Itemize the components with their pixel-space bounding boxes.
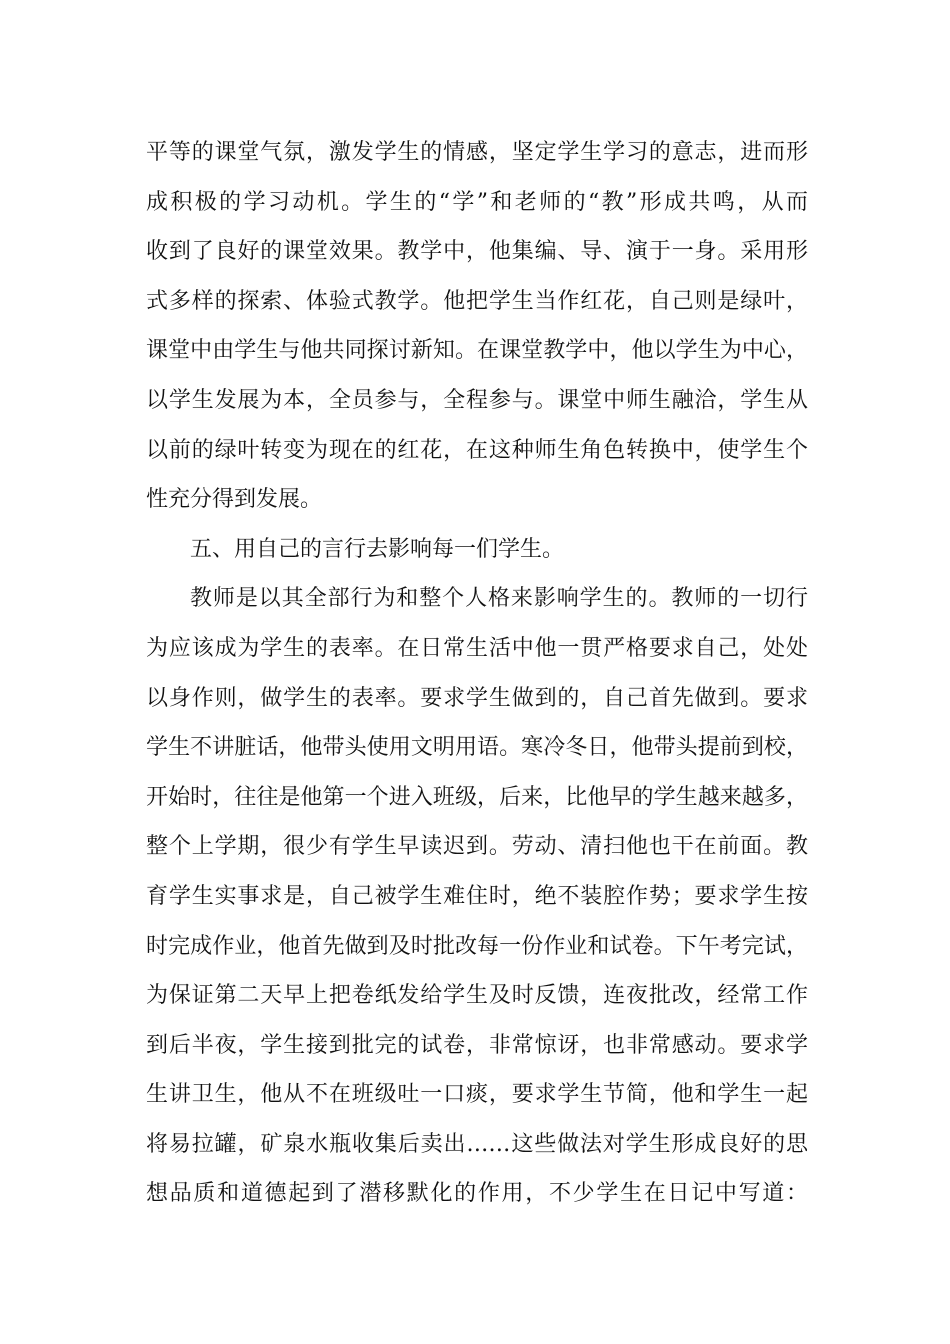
text-line: 以前的绿叶转变为现在的红花，在这种师生角色转换中，使学生个 — [146, 437, 808, 463]
text-line: 为保证第二天早上把卷纸发给学生及时反馈，连夜批改，经常工作 — [146, 983, 808, 1009]
text-line: 育学生实事求是，自己被学生难住时，绝不装腔作势；要求学生按 — [146, 883, 808, 909]
document-body — [146, 128, 808, 1219]
text-line: 开始时，往往是他第一个进入班级，后来，比他早的学生越来越多， — [146, 784, 808, 810]
text-line: 生讲卫生，他从不在班级吐一口痰，要求学生节简，他和学生一起 — [146, 1082, 808, 1108]
text-line: 五、用自己的言行去影响每一们学生。 — [190, 536, 565, 562]
text-line: 整个上学期，很少有学生早读迟到。劳动、清扫他也干在前面。教 — [146, 834, 808, 860]
text-line: 以身作则，做学生的表率。要求学生做到的，自己首先做到。要求 — [146, 685, 808, 711]
text-line: 以学生发展为本，全员参与，全程参与。课堂中师生融洽，学生从 — [146, 387, 808, 413]
text-line: 想品质和道德起到了潜移默化的作用，不少学生在日记中写道： — [146, 1181, 808, 1207]
text-line: 收到了良好的课堂效果。教学中，他集编、导、演于一身。采用形 — [146, 239, 808, 265]
text-line: 将易拉罐，矿泉水瓶收集后卖出……这些做法对学生形成良好的思 — [146, 1131, 808, 1157]
text-line: 成积极的学习动机。学生的“学”和老师的“教”形成共鸣，从而 — [146, 189, 808, 215]
text-line: 时完成作业，他首先做到及时批改每一份作业和试卷。下午考完试， — [146, 933, 808, 959]
text-line: 教师是以其全部行为和整个人格来影响学生的。教师的一切行 — [190, 586, 808, 612]
text-line: 式多样的探索、体验式教学。他把学生当作红花，自己则是绿叶， — [146, 288, 808, 314]
text-line: 课堂中由学生与他共同探讨新知。在课堂教学中，他以学生为中心， — [146, 338, 808, 364]
text-line: 为应该成为学生的表率。在日常生活中他一贯严格要求自己，处处 — [146, 635, 808, 661]
text-line: 平等的课堂气氛，激发学生的情感，坚定学生学习的意志，进而形 — [146, 140, 808, 165]
text-line: 学生不讲脏话，他带头使用文明用语。寒冷冬日，他带头提前到校， — [146, 735, 808, 761]
text-line: 到后半夜，学生接到批完的试卷，非常惊讶，也非常感动。要求学 — [146, 1032, 808, 1058]
text-line: 性充分得到发展。 — [146, 487, 323, 513]
